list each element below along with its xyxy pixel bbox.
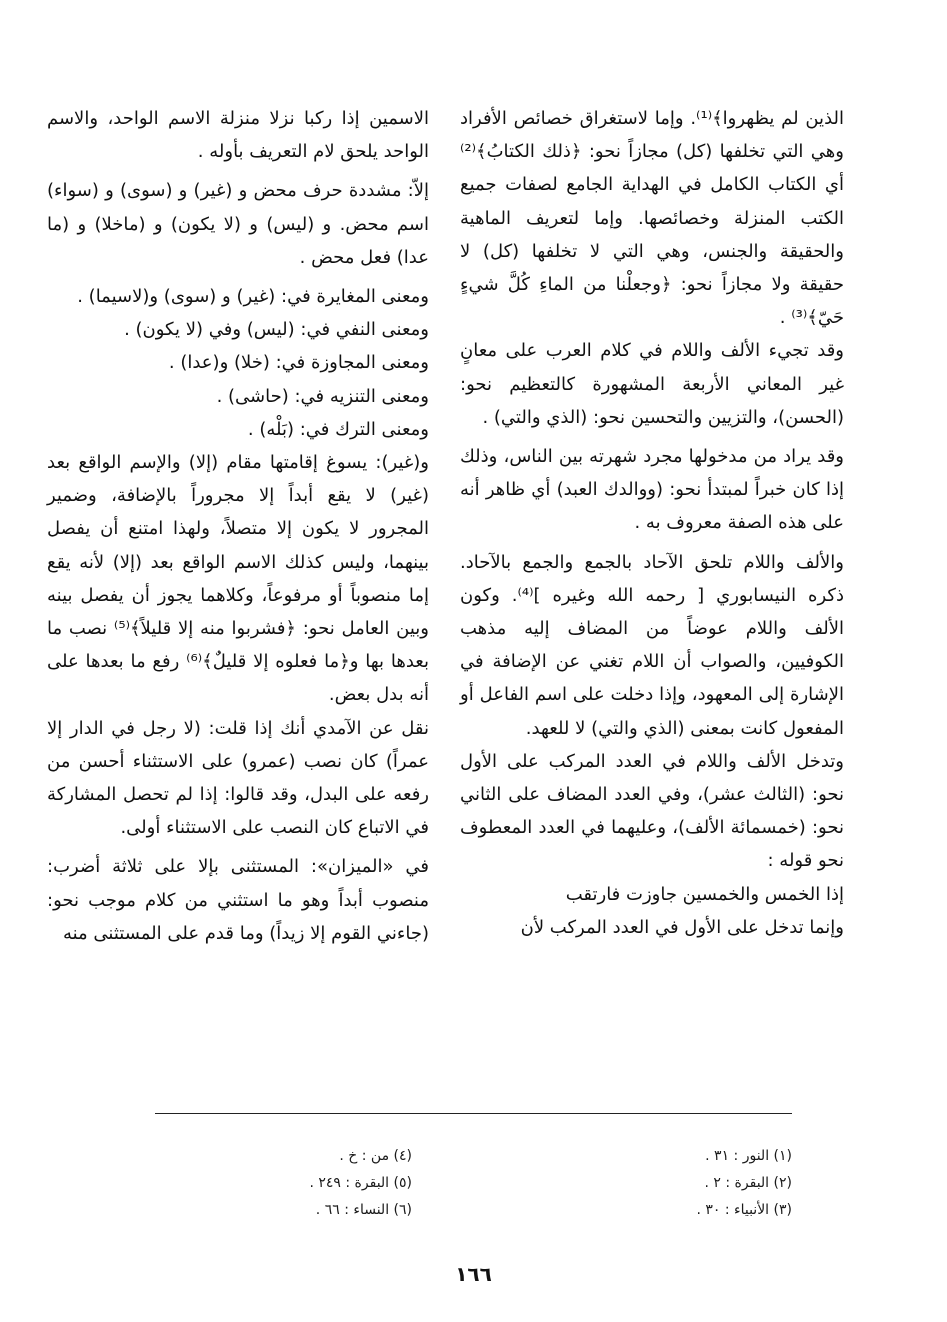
paragraph: وقد يراد من مدخولها مجرد شهرته بين الناس، وذلك إذا كان خبراً لمبتدأ نحو: (ووالدك العبد) أي ظاهر أنه على هذه الصفة معروف به . [460, 446, 844, 534]
footnotes-right [542, 1143, 792, 1224]
footnote: (٢) البقرة : ٢ . [704, 1175, 792, 1191]
paragraph: وتدخل الألف واللام في العدد المركب على الأول نحو: (الثالث عشر)، وفي العدد المضاف على الثاني نحو: (خمسمائة الألف)، وعليهما في العدد المعطوف نحو قوله : [460, 750, 844, 872]
paragraph: إلاّ: مشددة حرف محض و (غير) و (سوى) و (سواء) اسم محض. و (ليس) و (لا يكون) و (ماخلا) و (ما عدا) فعل محض . [47, 180, 429, 268]
paragraph: والألف واللام تلحق الآحاد بالجمع والجمع بالآحاد. ذكره النيسابوري [ رحمه الله وغيره ]⁽⁴⁾. وكون الألف واللام عوضاً من المضاف إليه مذهب الكوفيين، والصواب أن اللام تغني عن الإضافة في الإشارة إلى المعهود، وإذا دخلت على اسم الفاعل أو المفعول كانت بمعنى (الذي والتي) لا للعهد. [460, 551, 844, 739]
paragraph: ومعنى التنزيه في: (حاشى) . [216, 385, 429, 407]
footnote-divider [155, 1113, 792, 1114]
paragraph: نقل عن الآمدي أنك إذا قلت: (لا رجل في الدار إلا عمراً) كان نصب (عمرو) على الاستثناء أحسن من رفعه على البدل، وقد قالوا: إذا لم تحصل المشاركة في الاتباع كان النصب على الاستثناء أولى. [47, 717, 429, 839]
paragraph: ومعنى النفي في: (ليس) وفي (لا يكون) . [124, 319, 429, 341]
paragraph: في «الميزان»: المستثنى بإلا على ثلاثة أضرب: منصوب أبداً وهو ما استثني من كلام موجب نحو: (جاءني القوم إلا زيداً) وما قدم على المستثنى منه [47, 856, 429, 944]
page-number: ١٦٦ [455, 1262, 492, 1286]
footnotes-left [152, 1143, 412, 1224]
paragraph: وقد تجيء الألف واللام في كلام العرب على معانٍ غير المعاني الأربعة المشهورة كالتعظيم نحو: (الحسن)، والتزيين والتحسين نحو: (الذي والتي) . [460, 340, 844, 428]
paragraph: الاسمين إذا ركبا نزلا منزلة الاسم الواحد، والاسم الواحد يلحق لام التعريف بأوله . [47, 108, 429, 163]
footnote: (١) النور : ٣١ . [705, 1148, 792, 1164]
paragraph: و(غير): يسوغ إقامتها مقام (إلا) والإسم الواقع بعد (غير) لا يقع أبداً إلا مجروراً بالإضافة، وضمير المجرور لا يكون إلا متصلاً، ولهذا امتنع أن يفصل بينهما، وليس كذلك الاسم الواقع بعد (إلا) لأنه يقع إما منصوباً أو مرفوعاً، وكلاهما يجوز أن يفصل بينه وبين العامل نحو: ﴿فشربوا منه إلا قليلاً﴾⁽⁵⁾ نصب ما بعدها بها و﴿ما فعلوه إلا قليلٌ﴾⁽⁶⁾ رفع ما بعدها على أنه بدل بعض. [47, 452, 429, 706]
poetry-verse: إذا الخمس والخمسين جاوزت فارتقب [565, 883, 844, 905]
footnote: (٣) الأنبياء : ٣٠ . [696, 1202, 792, 1218]
right-text-column [460, 102, 844, 944]
paragraph: الذين لم يظهروا﴾⁽¹⁾. وإما لاستغراق خصائص الأفراد وهي التي تخلفها (كل) مجازاً نحو: ﴿ذلك الكتابُ﴾⁽²⁾ أي الكتاب الكامل في الهداية الجامع لصفات جميع الكتب المنزلة وخصائصها. وإما لتعريف الماهية والحقيقة والجنس، وهي التي لا تخلفها (كل) لا حقيقة ولا مجازاً نحو: ﴿وجعلْنا من الماءِ كُلَّ شيءٍ حَيّ﴾⁽³⁾ . [460, 108, 845, 329]
footnote: (٤) من : خ . [339, 1148, 412, 1164]
paragraph: ومعنى المجاوزة في: (خلا) و(عدا) . [168, 352, 429, 374]
footnote: (٥) البقرة : ٢٤٩ . [309, 1175, 412, 1191]
footnote: (٦) النساء : ٦٦ . [315, 1202, 412, 1218]
paragraph: وإنما تدخل على الأول في العدد المركب لأن [520, 916, 844, 938]
paragraph: ومعنى المغايرة في: (غير) و (سوى) و(لاسيما) . [77, 286, 429, 308]
left-text-column [47, 102, 429, 950]
paragraph: ومعنى الترك في: (بَلْه) . [247, 418, 429, 440]
